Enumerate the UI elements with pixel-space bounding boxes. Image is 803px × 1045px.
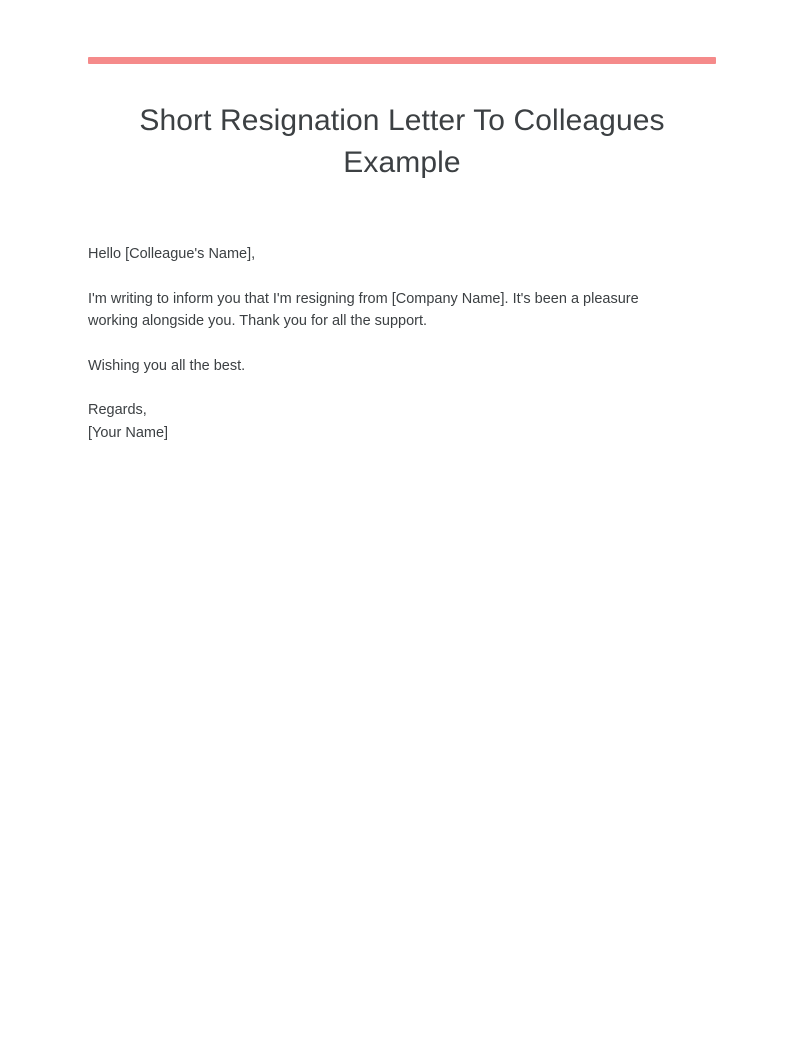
signature-text: [Your Name] xyxy=(88,424,169,441)
body-paragraph-1: I'm writing to inform you that I'm resigning from [Company Name]. It's been a pleasure working alongside you. Thank you for all the support. xyxy=(88,290,639,329)
signoff-block xyxy=(88,399,648,444)
body-paragraph-2: Wishing you all the best. xyxy=(88,357,246,374)
page-title: Short Resignation Letter To Colleagues Example xyxy=(139,104,665,179)
accent-bar xyxy=(88,57,716,64)
letter-body xyxy=(88,243,648,444)
salutation-text: Hello [Colleague's Name], xyxy=(88,246,256,262)
closing-text: Regards, xyxy=(88,402,147,418)
